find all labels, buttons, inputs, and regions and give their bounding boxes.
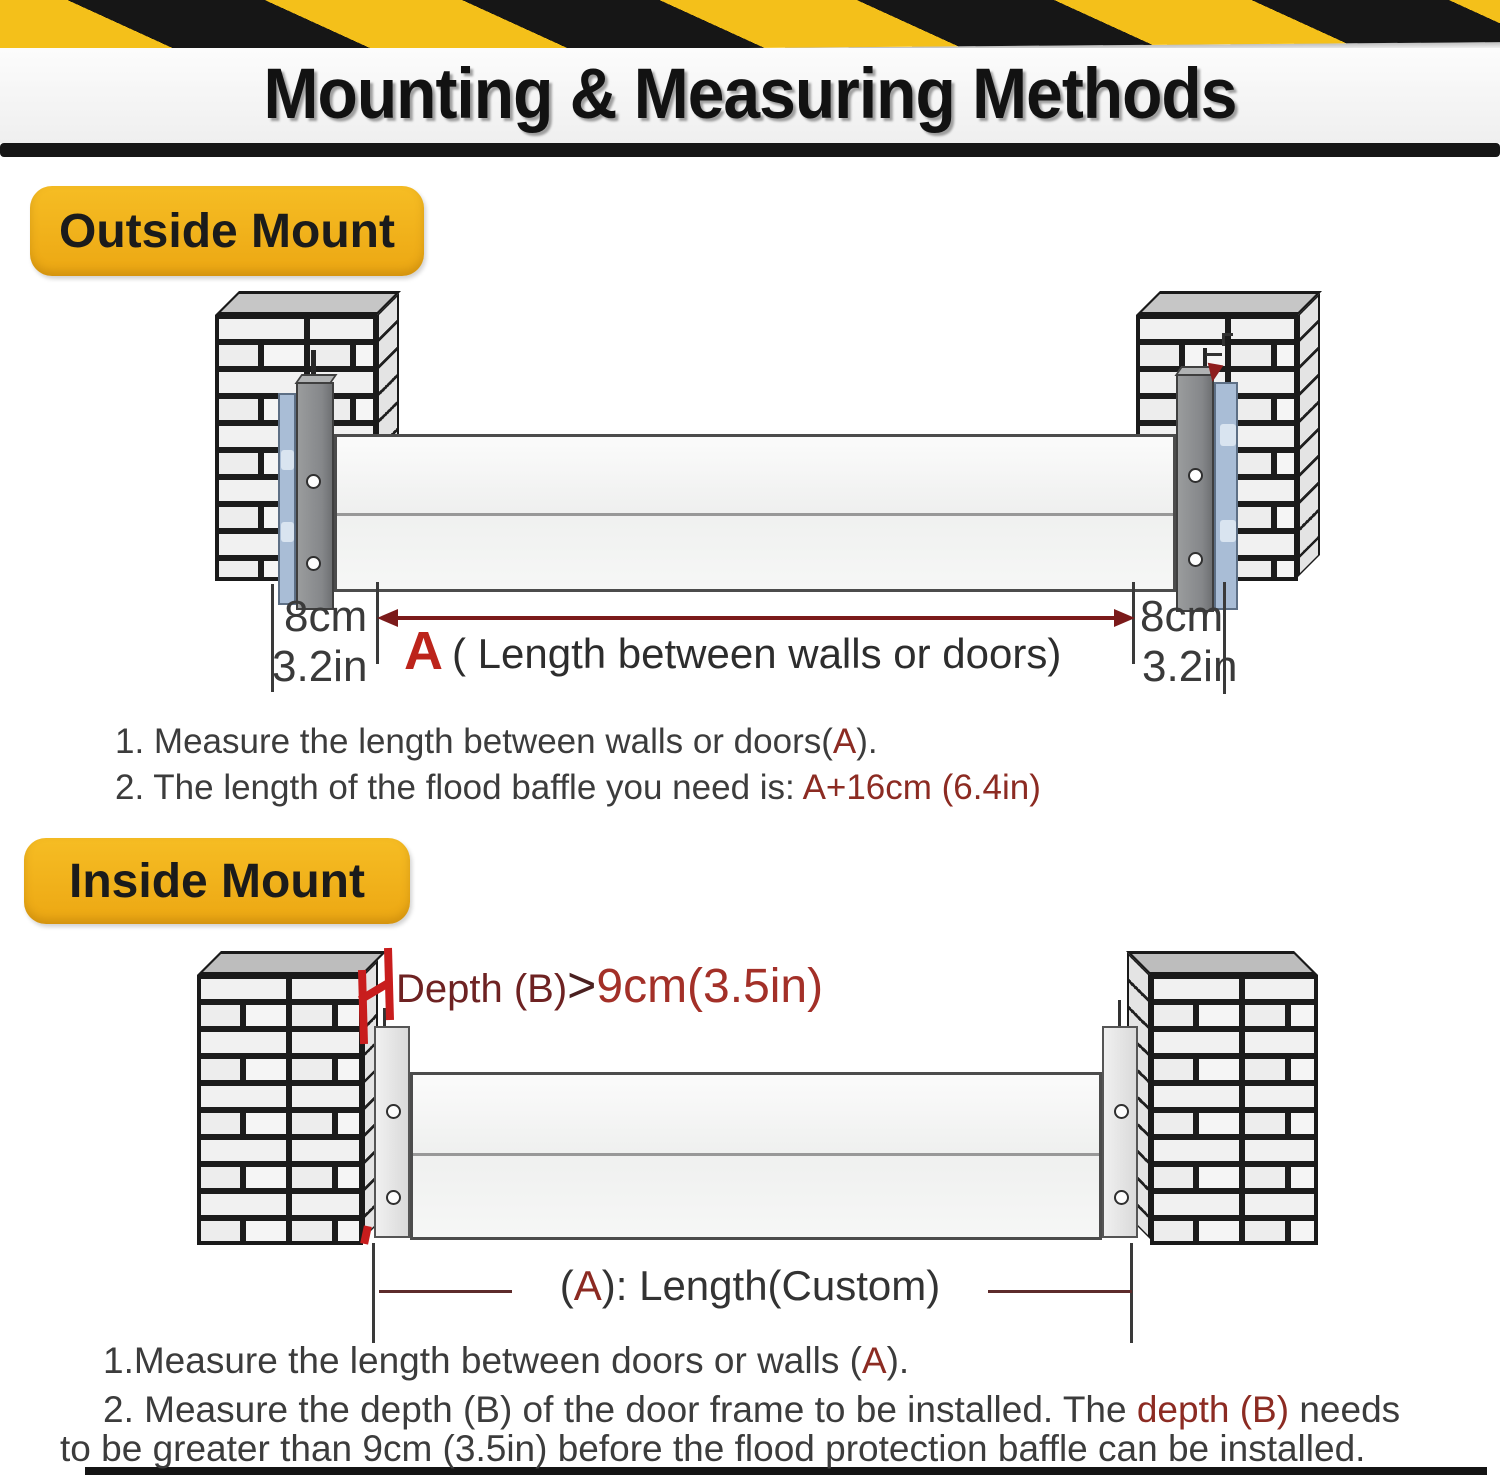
instruction-line (115, 722, 878, 762)
inside-mount-label: Inside Mount (24, 838, 410, 924)
left-pillar-front-face (197, 975, 363, 1245)
seal-strip (278, 393, 296, 605)
instruction-highlight: depth (B) (1136, 1389, 1290, 1430)
page-title: Mounting & Measuring Methods (263, 53, 1237, 133)
dimension-tick (372, 1243, 375, 1343)
mounting-channel-right (1102, 1026, 1138, 1238)
flood-baffle-panel (334, 434, 1176, 592)
instruction-text: ). (886, 1340, 910, 1381)
outside-mount-label: Outside Mount (30, 186, 424, 276)
instruction-highlight: A (861, 1340, 887, 1381)
screw-hole (386, 1190, 401, 1205)
hazard-stripe-banner (0, 0, 1500, 54)
right-pillar-side-face (1298, 293, 1320, 577)
depth-value: 9cm(3.5in) (596, 960, 824, 1013)
screw-hole (306, 474, 321, 489)
left-offset-in: 3.2in (272, 642, 368, 691)
mounting-channel-right (1176, 374, 1214, 612)
arrowhead-left-icon (377, 609, 398, 627)
instruction-line (103, 1340, 909, 1382)
span-caption: ( Length between walls or doors) (452, 630, 1062, 677)
dimension-tick (1130, 1243, 1133, 1343)
seal-mark (281, 522, 294, 542)
screw-hole (386, 1104, 401, 1119)
mounting-channel-left (374, 1026, 410, 1238)
right-pillar-top-face (1136, 291, 1322, 315)
mounting-channel-left (296, 382, 334, 610)
screw-hole (1114, 1104, 1129, 1119)
note-text: ): Length(Custom) (601, 1262, 941, 1309)
flood-baffle-panel (410, 1072, 1102, 1240)
screw-hole (306, 556, 321, 571)
down-arrow-icon (1205, 363, 1224, 384)
dimension-segment (988, 1290, 1132, 1293)
greater-than-symbol: > (567, 957, 597, 1013)
dimension-segment (379, 1290, 512, 1293)
instruction-highlight: A+16cm (6.4in) (802, 768, 1041, 807)
instruction-highlight: A (832, 722, 857, 761)
screw-hole (1188, 468, 1203, 483)
baffle-board-seam (413, 1153, 1099, 1156)
instruction-text: 2. The length of the flood baffle you need is: (115, 768, 803, 807)
seal-strip (1214, 382, 1238, 610)
instruction-text: to be greater than 9cm (3.5in) before the flood protection baffle can be installed. (60, 1428, 1366, 1469)
note-highlight: A (573, 1262, 602, 1309)
length-custom-note (520, 1262, 980, 1310)
baffle-board-seam (337, 513, 1173, 516)
span-letter-a: A (404, 621, 443, 681)
note-text: ( (559, 1262, 574, 1309)
arrowhead-right-icon (1114, 609, 1135, 627)
instruction-text: 1. Measure the length between walls or doors( (115, 722, 833, 761)
right-pillar-top-face (1126, 951, 1318, 975)
depth-note (396, 956, 823, 1014)
seal-mark (281, 450, 294, 470)
depth-bracket-icon (348, 944, 400, 1052)
right-offset-cm: 8cm (1140, 592, 1224, 641)
instruction-line (115, 768, 1041, 808)
seal-mark (1220, 424, 1236, 446)
instruction-line (103, 1389, 1400, 1431)
instruction-text: ). (856, 722, 878, 761)
screw-hole (1188, 552, 1203, 567)
left-pillar-top-face (215, 291, 401, 315)
screw-hole (1114, 1190, 1129, 1205)
right-pillar-front-face (1150, 975, 1318, 1245)
dimension-arrow-line (398, 616, 1114, 620)
instruction-text: 1.Measure the length between doors or walls ( (103, 1340, 862, 1381)
bracket-mark (1222, 333, 1233, 336)
dash-mark (1206, 353, 1222, 356)
depth-label: Depth (B) (396, 967, 568, 1011)
instruction-text: 2. Measure the depth (B) of the door frame to be installed. The (103, 1389, 1137, 1430)
instruction-line (60, 1428, 1365, 1470)
anchor-line (1118, 1000, 1121, 1028)
seal-mark (1220, 520, 1236, 542)
left-offset-cm: 8cm (284, 592, 368, 641)
header-divider-bar (0, 143, 1500, 157)
instruction-text: needs (1289, 1389, 1401, 1430)
right-offset-in: 3.2in (1142, 642, 1238, 691)
